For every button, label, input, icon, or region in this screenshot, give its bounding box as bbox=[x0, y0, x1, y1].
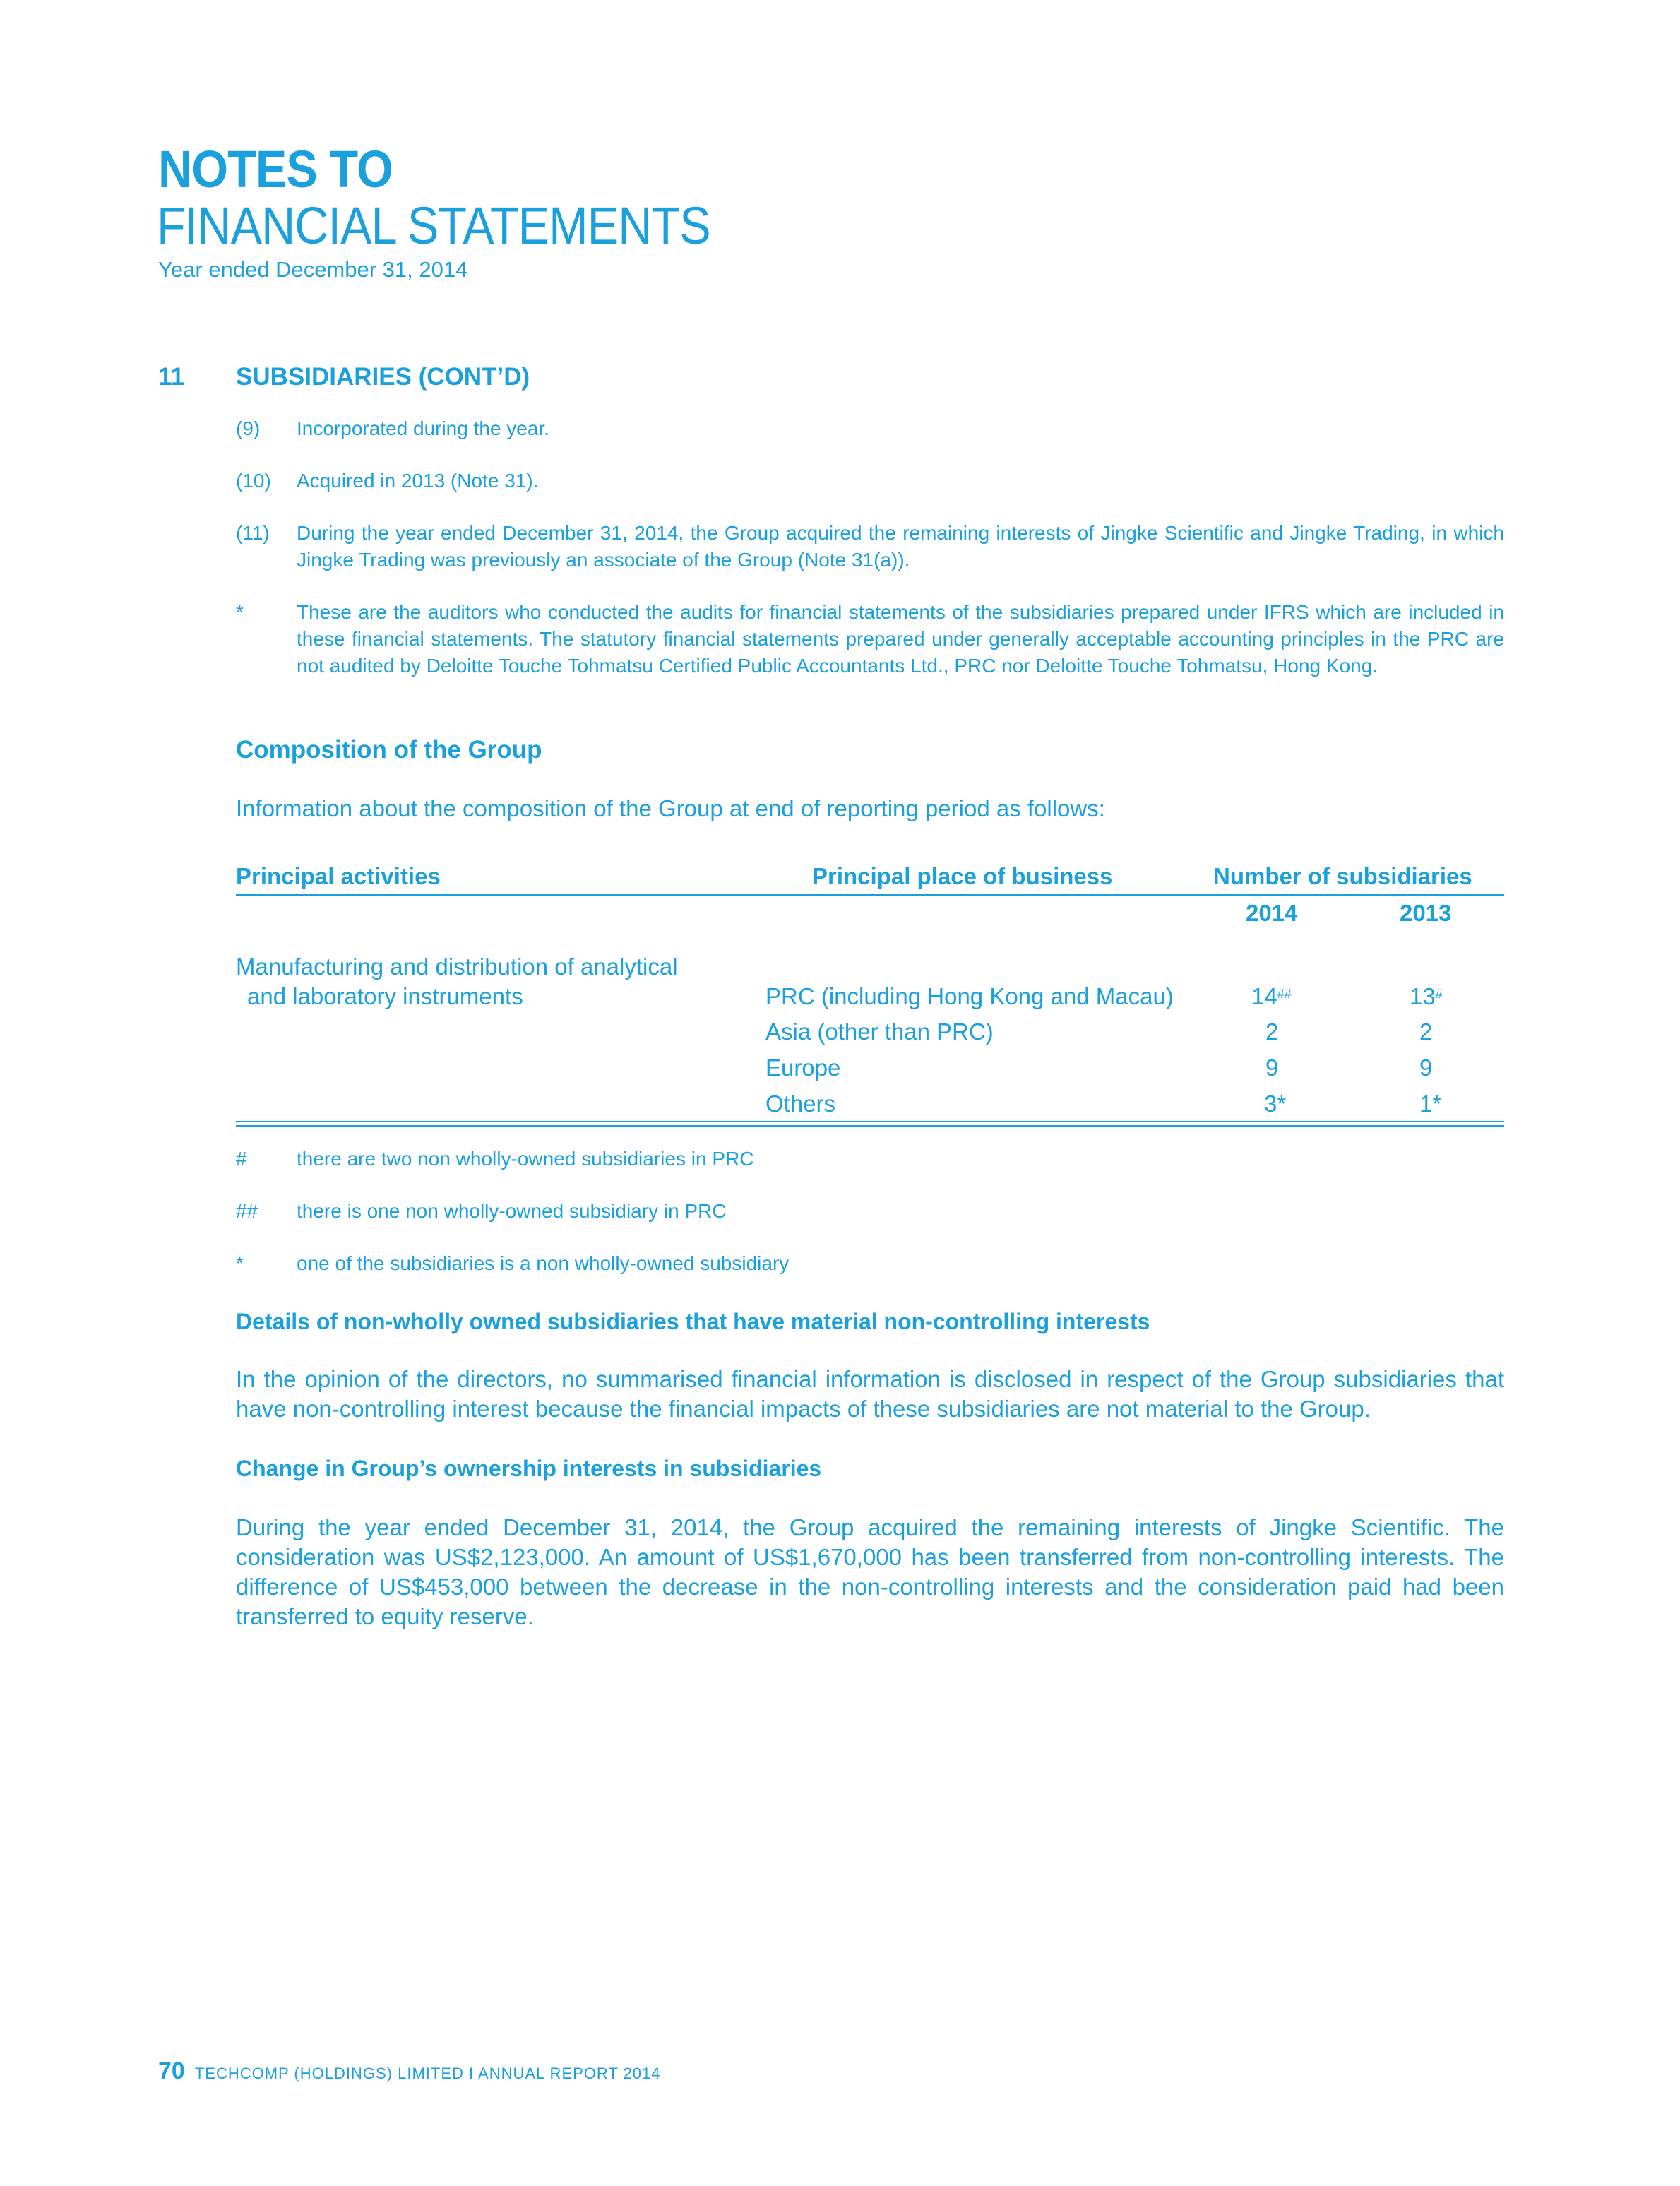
page-title-bold: NOTES TO bbox=[158, 140, 393, 198]
composition-intro: Information about the composition of the Group at end of reporting period as follows: bbox=[236, 795, 1105, 821]
footer-company: TECHCOMP (HOLDINGS) LIMITED I ANNUAL REPORT 2014 bbox=[194, 2065, 661, 2082]
header-rule bbox=[236, 894, 1504, 896]
note-text: During the year ended December 31, 2014, the Group acquired the remaining interests of Jingke Scientific and Jingke Trading, in which Jingke Trading was previously an associate of the Group (Note 31(a)). bbox=[297, 522, 1504, 571]
table-cell-2013: 9 bbox=[1419, 1055, 1433, 1081]
footnote-mark: ## bbox=[236, 1200, 258, 1222]
table-row-place: PRC (including Hong Kong and Macau) bbox=[765, 983, 1174, 1009]
note-text: Incorporated during the year. bbox=[297, 417, 550, 439]
page-footer bbox=[158, 2057, 661, 2090]
table-row-place: Asia (other than PRC) bbox=[765, 1018, 994, 1045]
table-cell-2014: 3* bbox=[1264, 1091, 1287, 1117]
page-subtitle: Year ended December 31, 2014 bbox=[158, 257, 468, 282]
note-item bbox=[236, 468, 1504, 494]
activity-line: Manufacturing and distribution of analytical bbox=[236, 954, 678, 980]
page-title-light: FINANCIAL STATEMENTS bbox=[157, 196, 710, 255]
table-cell-2013: 13# bbox=[1410, 983, 1443, 1009]
note-mark: (9) bbox=[236, 417, 261, 439]
footnote-item bbox=[236, 1250, 1504, 1277]
col-header-2013: 2013 bbox=[1400, 900, 1452, 926]
table-cell-2013: 1* bbox=[1419, 1091, 1442, 1117]
note-mark: (10) bbox=[236, 470, 271, 492]
table-bottom-rule bbox=[236, 1125, 1504, 1127]
note-text: These are the auditors who conducted the audits for financial statements of the subsidiaries prepared under IFRS which are included in these financial statements. The statutory financial statements prepared under generally acceptable accounting principles in the PRC are not audited by Deloitte Touche Tohmatsu Certified Public Accountants Ltd., PRC nor Deloitte Touche Tohmatsu, Hong Kong. bbox=[297, 601, 1504, 677]
footnote-mark: # bbox=[236, 1148, 247, 1170]
col-header-2014: 2014 bbox=[1246, 900, 1298, 926]
note-item bbox=[236, 520, 1504, 574]
nci-text: In the opinion of the directors, no summarised financial information is disclosed in respect of the Group subsidiaries that have non-controlling interest because the financial impacts of these subsidiaries are not material to the Group. bbox=[236, 1366, 1504, 1422]
footnote-text: there is one non wholly-owned subsidiary in PRC bbox=[297, 1200, 727, 1222]
note-mark: (11) bbox=[236, 522, 270, 544]
note-item bbox=[236, 415, 1504, 442]
footnote-text: there are two non wholly-owned subsidiaries in PRC bbox=[297, 1148, 754, 1170]
section-title: SUBSIDIARIES (CONT’D) bbox=[236, 363, 530, 391]
section-number: 11 bbox=[158, 363, 184, 391]
table-cell-2014: 14## bbox=[1251, 983, 1292, 1009]
col-header-number: Number of subsidiaries bbox=[1213, 863, 1472, 889]
table-bottom-rule bbox=[236, 1121, 1504, 1122]
col-header-activities: Principal activities bbox=[236, 863, 441, 889]
table-row-place: Others bbox=[765, 1091, 836, 1117]
table-cell-2014: 2 bbox=[1265, 1018, 1279, 1045]
table-cell-2014: 9 bbox=[1265, 1055, 1279, 1081]
page-number: 70 bbox=[158, 2057, 185, 2084]
nci-heading: Details of non-wholly owned subsidiaries that have material non-controlling interests bbox=[236, 1309, 1150, 1334]
footnote-mark: * bbox=[236, 1252, 244, 1274]
table-row-place: Europe bbox=[765, 1055, 841, 1081]
note-mark: * bbox=[236, 601, 244, 623]
note-text: Acquired in 2013 (Note 31). bbox=[297, 470, 539, 492]
footnote-text: one of the subsidiaries is a non wholly-owned subsidiary bbox=[297, 1252, 790, 1274]
col-header-place: Principal place of business bbox=[812, 863, 1113, 889]
activity-line: and laboratory instruments bbox=[247, 983, 523, 1009]
footnote-item bbox=[236, 1146, 1504, 1172]
footnote-item bbox=[236, 1198, 1504, 1225]
ownership-text: During the year ended December 31, 2014, the Group acquired the remaining interests of Jingke Scientific. The consideration was US$2,123,000. An amount of US$1,670,000 has been transferred from non-controlling interests. The difference of US$453,000 between the decrease in the non-controlling interests and the consideration paid had been transferred to equity reserve. bbox=[236, 1514, 1504, 1629]
ownership-heading: Change in Group’s ownership interests in subsidiaries bbox=[236, 1456, 822, 1481]
note-item bbox=[236, 599, 1504, 679]
composition-heading: Composition of the Group bbox=[236, 736, 542, 764]
table-cell-2013: 2 bbox=[1419, 1018, 1433, 1045]
